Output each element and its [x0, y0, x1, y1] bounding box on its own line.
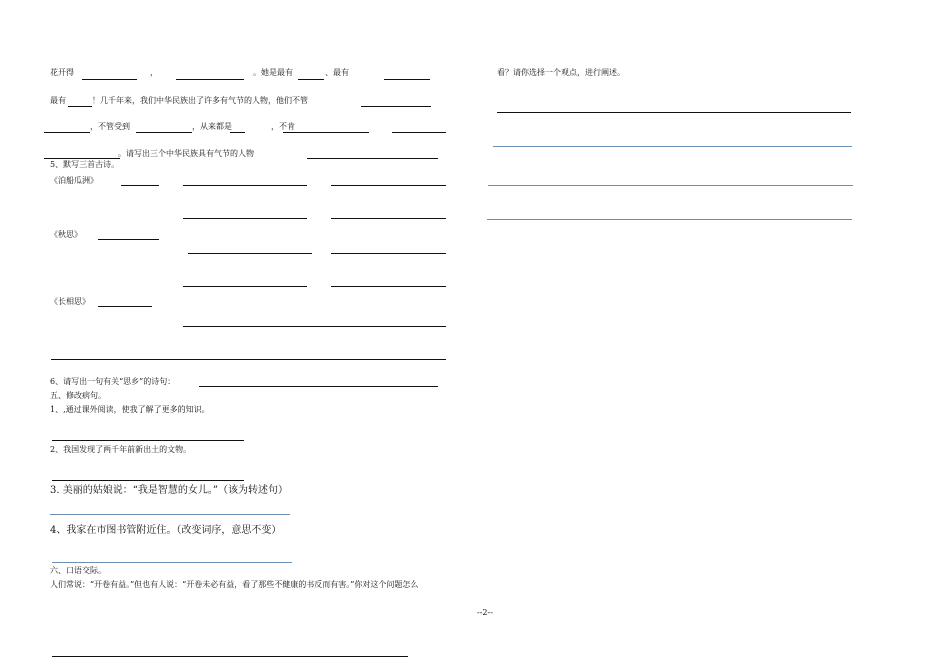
- fill-text-1a: 花开得: [50, 68, 74, 77]
- answer-blank[interactable]: [199, 386, 438, 387]
- fill-text-3a: ，不管受到: [90, 122, 130, 131]
- sentence-3: 3. 美丽的姑娘说：“我是智慧的女儿。”（该为转述句）: [50, 485, 288, 496]
- fill-text-2b: ！几千年来，我们中华民族出了许多有气节的人物，他们不管: [92, 96, 308, 105]
- poem-line-blank[interactable]: [183, 218, 307, 219]
- answer-blank[interactable]: [488, 185, 853, 186]
- bottom-line: [52, 656, 408, 657]
- poem-line-blank[interactable]: [331, 253, 446, 254]
- answer-blank[interactable]: [497, 112, 851, 113]
- answer-blank[interactable]: [52, 480, 244, 481]
- poem-line-blank[interactable]: [331, 185, 446, 186]
- poem-line-blank[interactable]: [183, 185, 307, 186]
- answer-blank[interactable]: [136, 132, 192, 133]
- answer-blank[interactable]: [298, 79, 324, 80]
- poem-title-2: 《秋思》: [50, 230, 82, 239]
- question-6: 6、请写出一句有关“思乡”的诗句：: [50, 377, 176, 386]
- answer-blank[interactable]: [283, 132, 369, 133]
- answer-blank[interactable]: [493, 146, 852, 147]
- fill-text-2a: 最有: [50, 96, 66, 105]
- answer-blank[interactable]: [50, 514, 290, 515]
- answer-blank[interactable]: [52, 562, 292, 563]
- question-5-title: 5、默写三首古诗。: [50, 160, 120, 169]
- section-6-title: 六、口语交际。: [50, 566, 106, 575]
- poem-title-3: 《长相思》: [50, 297, 90, 306]
- poem-author-blank[interactable]: [98, 306, 152, 307]
- fill-text-4a: 。请写出三个中华民族具有气节的人物: [118, 149, 254, 158]
- fill-text-1b: ，: [150, 68, 158, 77]
- poem-line-blank[interactable]: [183, 286, 307, 287]
- right-column-text: 看？请你选择一个观点，进行阐述。: [497, 68, 625, 77]
- answer-blank[interactable]: [384, 79, 430, 80]
- section-5-title: 五、修改病句。: [50, 391, 106, 400]
- answer-blank[interactable]: [176, 79, 244, 80]
- answer-blank[interactable]: [392, 132, 446, 133]
- answer-blank[interactable]: [82, 79, 137, 80]
- poem-title-1: 《泊船瓜洲》: [50, 176, 98, 185]
- answer-blank[interactable]: [307, 158, 438, 159]
- fill-text-1d: 、最有: [325, 68, 349, 77]
- poem-line-blank[interactable]: [51, 359, 446, 360]
- fill-text-1c: 。她是最有: [253, 68, 293, 77]
- sentence-1: 1、,通过课外阅读，使我了解了更多的知识。: [50, 405, 210, 414]
- sentence-4: 4、我家在市图书管附近住。（改变词序，意思不变）: [50, 525, 282, 536]
- answer-blank[interactable]: [487, 219, 852, 220]
- answer-blank[interactable]: [230, 132, 245, 133]
- poem-line-blank[interactable]: [183, 326, 446, 327]
- page-number: --2--: [477, 608, 493, 617]
- answer-blank[interactable]: [44, 158, 120, 159]
- poem-line-blank[interactable]: [188, 253, 312, 254]
- fill-text-3c: ，不肯: [271, 122, 295, 131]
- poem-author-blank[interactable]: [98, 239, 159, 240]
- poem-author-blank[interactable]: [121, 185, 159, 186]
- answer-blank[interactable]: [44, 132, 90, 133]
- poem-line-blank[interactable]: [331, 286, 446, 287]
- poem-line-blank[interactable]: [331, 218, 446, 219]
- sentence-2: 2、我国发现了两千年前新出土的文物。: [50, 445, 192, 454]
- answer-blank[interactable]: [52, 440, 244, 441]
- section-6-text: 人们常说：“开卷有益。”但也有人说：“开卷未必有益，看了那些不健康的书反而有害。”你对这个问题怎么: [50, 580, 419, 589]
- answer-blank[interactable]: [68, 106, 92, 107]
- fill-text-3b: ，从来都是: [192, 122, 232, 131]
- answer-blank[interactable]: [361, 106, 431, 107]
